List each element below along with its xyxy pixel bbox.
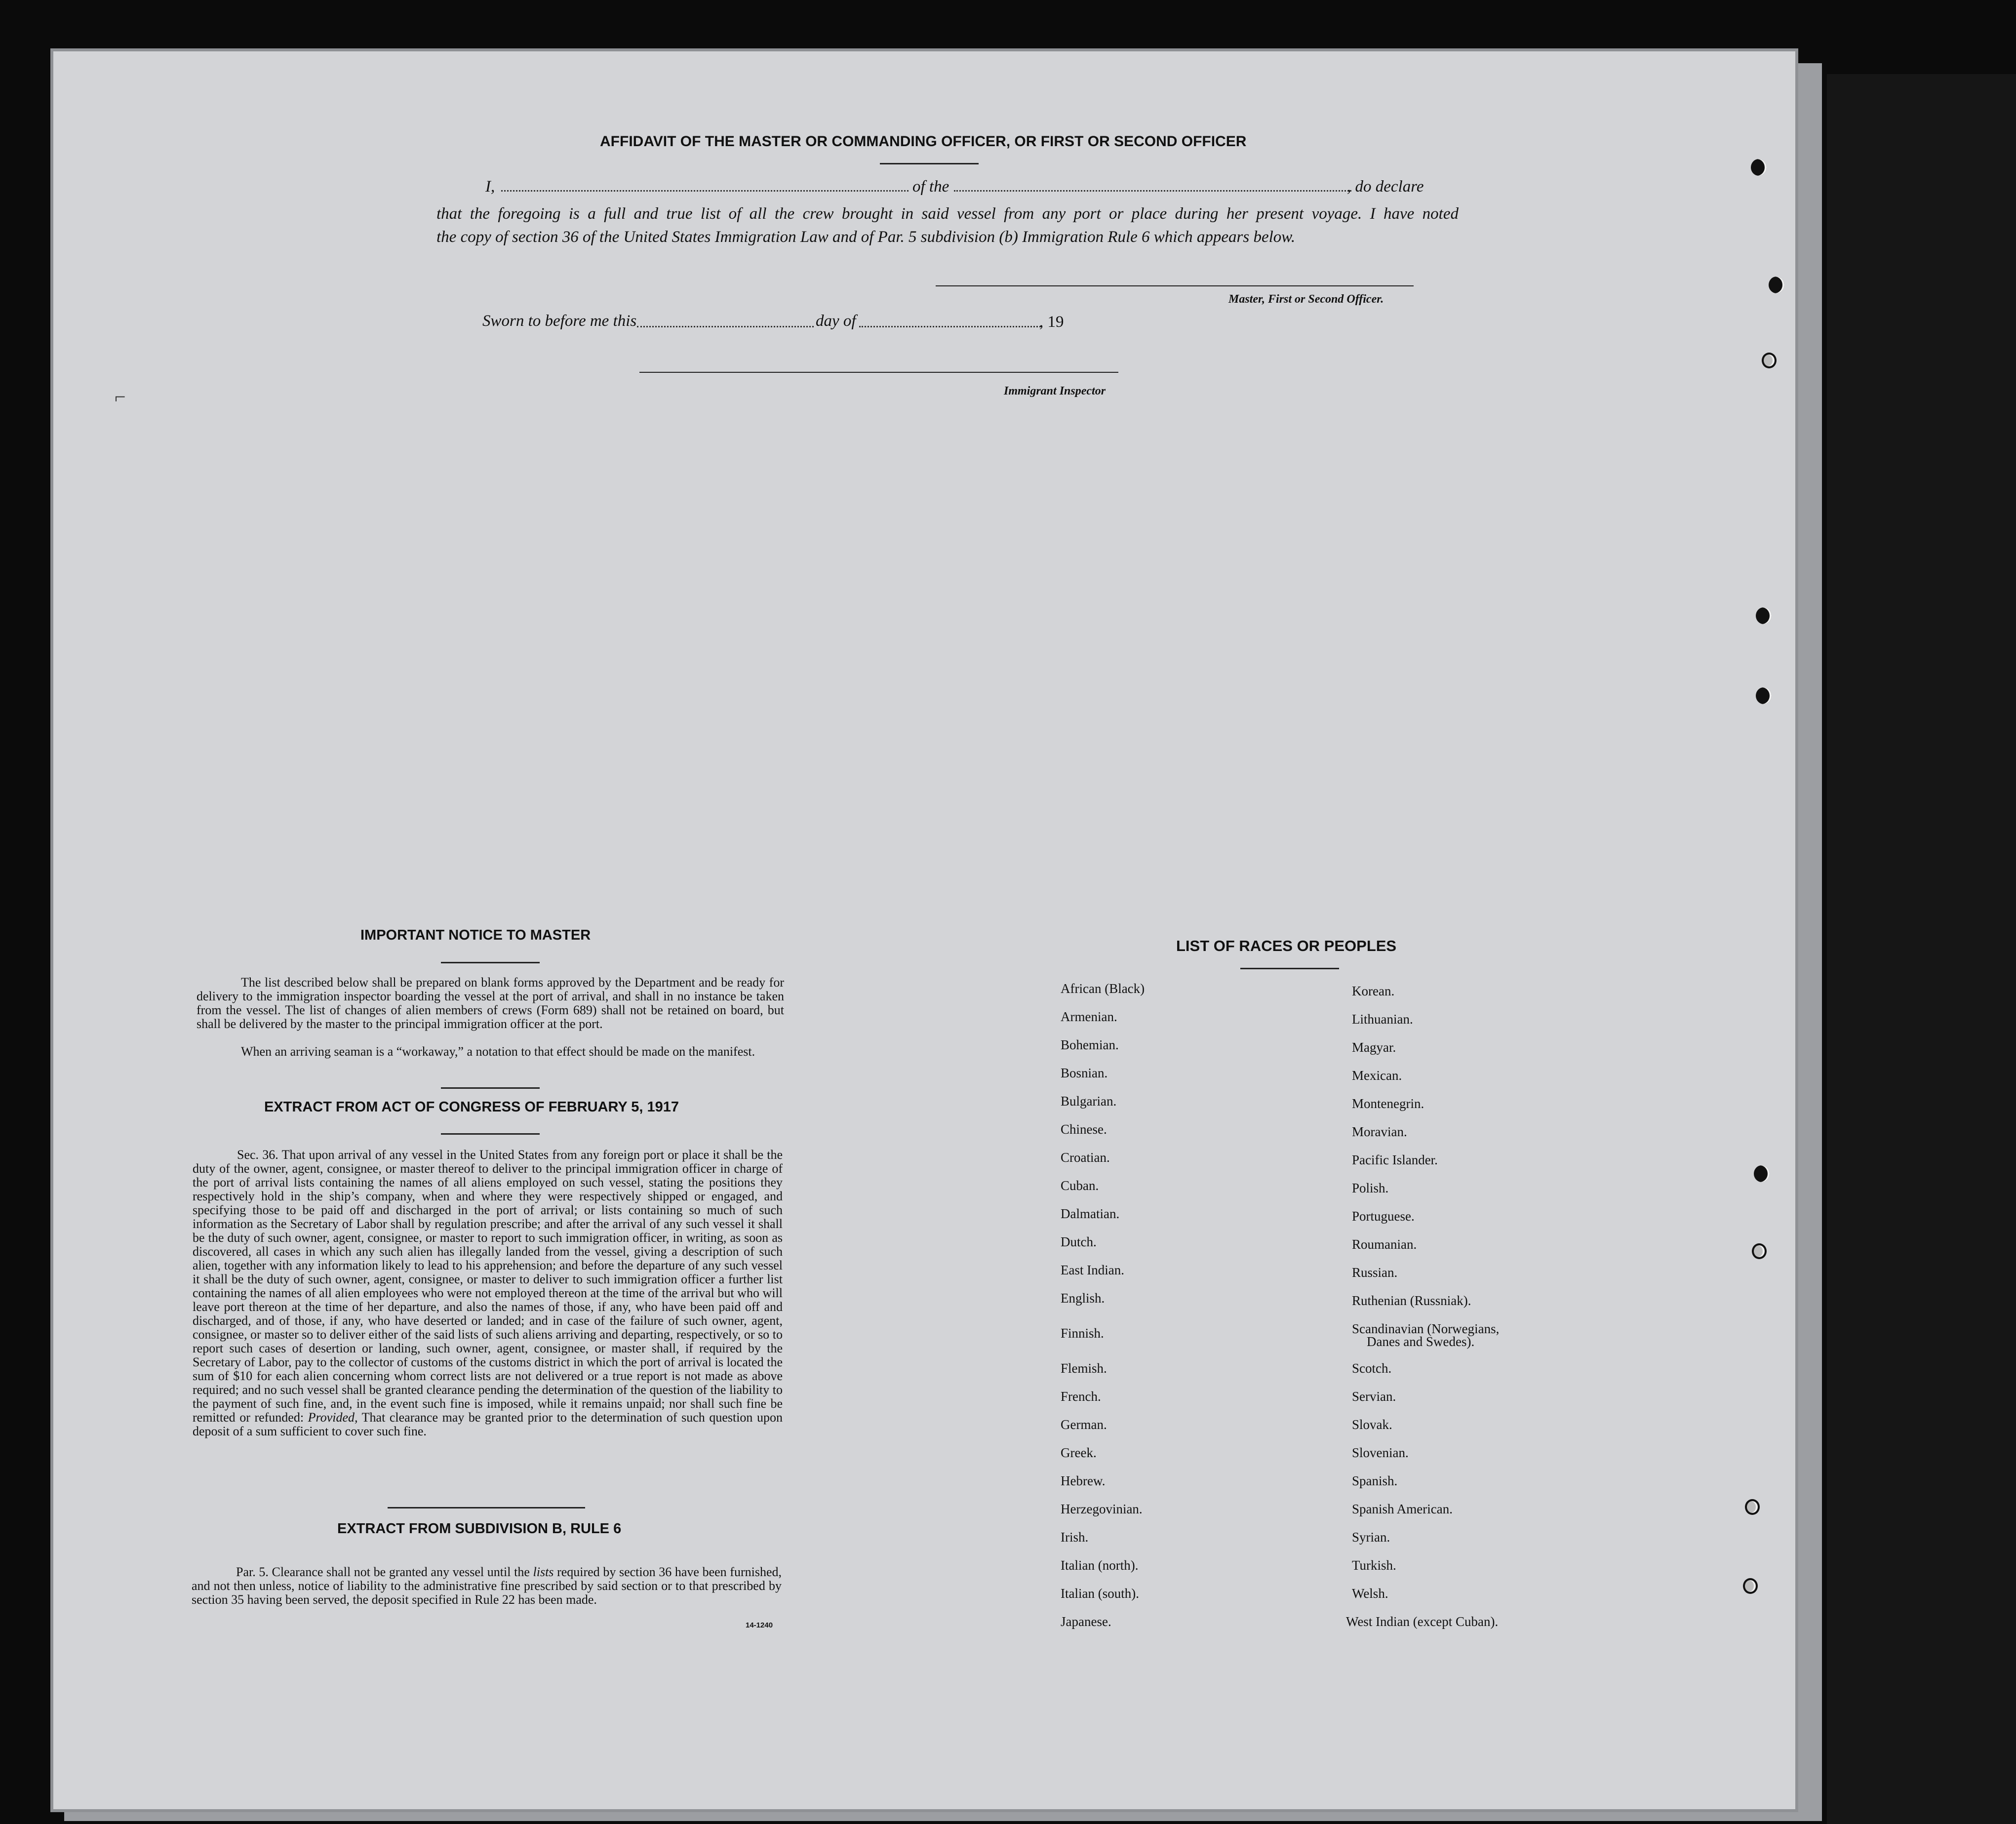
punch-hole-icon: [1743, 1578, 1758, 1594]
affidavit-line-2: that the foregoing is a full and true list of all the crew brought in said vessel from any port or place during her present voyage. I have noted: [436, 205, 1459, 223]
section-36-text-end: That clearance may be granted prior to the determination of such question upon deposit of a sum sufficient to cover such fine.: [193, 1410, 783, 1438]
par5-lead: Par. 5. Clearance shall not be granted any vessel until the: [236, 1565, 530, 1579]
extract-rule-title: EXTRACT FROM SUBDIVISION B, RULE 6: [337, 1521, 622, 1537]
year-label: , 19: [1039, 313, 1064, 331]
extract-act-underline: [441, 1133, 540, 1135]
provided-label: Provided,: [308, 1410, 358, 1425]
punch-hole-icon: [1751, 159, 1767, 176]
race-item: Korean.: [1352, 984, 1395, 998]
inspector-signature-caption: Immigrant Inspector: [1004, 385, 1106, 397]
extract-act-divider: [388, 1507, 585, 1508]
race-item: Finnish.: [1061, 1326, 1104, 1341]
punch-hole-icon: [1756, 687, 1772, 704]
notice-title: IMPORTANT NOTICE TO MASTER: [360, 927, 591, 943]
race-item: African (Black): [1061, 981, 1145, 996]
notice-paragraph-2: When an arriving seaman is a “workaway,” a notation to that effect should be made on the manifest.: [241, 1044, 755, 1059]
races-title: LIST OF RACES OR PEOPLES: [1176, 937, 1397, 954]
race-item: Moravian.: [1352, 1124, 1407, 1139]
race-item: Irish.: [1061, 1530, 1089, 1545]
affidavit-line-3: the copy of section 36 of the United States Immigration Law and of Par. 5 subdivision (b) Immigration Rule 6 which appears below.: [436, 228, 1296, 246]
scan-background: [1827, 74, 2016, 1824]
race-item: Dalmatian.: [1061, 1206, 1120, 1221]
race-item: Bohemian.: [1061, 1037, 1119, 1052]
race-item: Spanish American.: [1352, 1502, 1453, 1516]
affidavit-i-label: I,: [485, 178, 495, 196]
punch-hole-icon: [1745, 1499, 1760, 1515]
race-item: Bulgarian.: [1061, 1094, 1117, 1109]
name-blank-line[interactable]: [501, 190, 909, 192]
race-item: Magyar.: [1352, 1040, 1396, 1055]
affidavit-declare-label: , do declare: [1347, 178, 1424, 196]
race-item: Welsh.: [1352, 1586, 1388, 1601]
race-item: Montenegrin.: [1352, 1096, 1424, 1111]
race-item: Armenian.: [1061, 1009, 1117, 1024]
extract-act-title: EXTRACT FROM ACT OF CONGRESS OF FEBRUARY 5, 1917: [264, 1099, 679, 1115]
race-item: French.: [1061, 1389, 1101, 1404]
race-item: Mexican.: [1352, 1068, 1402, 1083]
race-item: Japanese.: [1061, 1614, 1111, 1629]
race-item: Syrian.: [1352, 1530, 1390, 1545]
race-item: Greek.: [1061, 1445, 1097, 1460]
race-item: Italian (north).: [1061, 1558, 1139, 1573]
race-item: Pacific Islander.: [1352, 1152, 1438, 1167]
race-item: German.: [1061, 1417, 1107, 1432]
race-item: Hebrew.: [1061, 1473, 1106, 1488]
race-item: Ruthenian (Russniak).: [1352, 1293, 1471, 1308]
punch-hole-icon: [1756, 607, 1772, 624]
race-item: English.: [1061, 1291, 1105, 1306]
race-item: Turkish.: [1352, 1558, 1396, 1573]
sworn-day-blank[interactable]: [637, 326, 814, 327]
extract-act-body: [193, 1148, 783, 1438]
race-item: East Indian.: [1061, 1263, 1124, 1277]
master-signature-caption: Master, First or Second Officer.: [1228, 293, 1384, 306]
race-item: Russian.: [1352, 1265, 1398, 1280]
day-of-label: day of: [816, 312, 856, 330]
sworn-month-blank[interactable]: [859, 326, 1041, 327]
affidavit-title: AFFIDAVIT OF THE MASTER OR COMMANDING OFFICER, OR FIRST OR SECOND OFFICER: [600, 133, 1247, 150]
punch-hole-icon: [1752, 1243, 1767, 1259]
punch-hole-icon: [1762, 353, 1777, 368]
race-item: Spanish.: [1352, 1473, 1398, 1488]
master-signature-line[interactable]: [936, 285, 1414, 286]
race-item: Scotch.: [1352, 1361, 1392, 1376]
race-item: Roumanian.: [1352, 1237, 1417, 1252]
race-item-scandinavian-cont: Danes and Swedes).: [1367, 1334, 1475, 1349]
inspector-signature-line[interactable]: [639, 372, 1118, 373]
title-underline: [880, 163, 979, 164]
punch-hole-icon: [1769, 277, 1784, 293]
sworn-label: Sworn to before me this: [482, 312, 637, 330]
punch-hole-icon: [1754, 1165, 1770, 1182]
race-item: Lithuanian.: [1352, 1012, 1413, 1027]
notice-underline: [441, 962, 540, 963]
notice-paragraph-1: The list described below shall be prepared on blank forms approved by the Department and be ready for delivery to the immigration inspector boarding the vessel at the port of arrival, and shall in no instance be taken from the vessel. The list of changes of alien members of crews (Form 689) shall not be retained on board, but shall be delivered by the master to the principal immigration officer at the port.: [197, 975, 784, 1031]
race-item: Portuguese.: [1352, 1209, 1415, 1224]
race-item: Slovak.: [1352, 1417, 1392, 1432]
race-item: Polish.: [1352, 1181, 1389, 1195]
race-item: Cuban.: [1061, 1178, 1099, 1193]
race-item: Servian.: [1352, 1389, 1396, 1404]
extract-rule-body: [192, 1565, 782, 1607]
race-item: Herzegovinian.: [1061, 1502, 1143, 1516]
race-item: Dutch.: [1061, 1234, 1097, 1249]
races-underline: [1240, 968, 1339, 969]
race-item: Bosnian.: [1061, 1066, 1108, 1080]
race-item: Italian (south).: [1061, 1586, 1139, 1601]
margin-mark: ⌐: [115, 386, 126, 408]
section-36-text: That upon arrival of any vessel in the United States from any foreign port or place it shall be the duty of the owner, agent, consignee, or master thereof to deliver to the principal immigration officer in charge of the port of arrival lists containing the names of all aliens employed on such vessel, stating the positions they respectively hold in the ship’s company, when and where they were respectively shipped or engaged, and specifying those to be paid off and discharged in the port of arrival; or lists containing so much of such information as the Secretary of Labor shall by regulation prescribe; and after the arrival of any such vessel it shall be the duty of such owner, agent, consignee, or master to report to such immigration officer, in writing, as soon as discovered, all cases in which any such alien has illegally landed from the vessel, giving a description of such alien, together with any information likely to lead to his apprehension; and before the departure of any such vessel it shall be the duty of such owner, agent, consignee, or master to deliver to such immigration officer a further list containing the names of all alien employees who were not employed thereon at the time of the arrival but who will leave port thereon at the time of her departure, and also the names of those, if any, who have been paid off and discharged, and of those, if any, who have deserted or landed; and in case of the failure of such owner, agent, consignee, or master so to deliver either of the said lists of such aliens arriving and departing, respectively, or so to report such cases of desertion or landing, such owner, agent, consignee, or master shall, if required by the Secretary of Labor, pay to the collector of customs of the customs district in which the port of arrival is located the sum of $10 for each alien concerning whom correct lists are not delivered or a true report is not made as above required; and no such vessel shall be granted clearance pending the determination of the question of the liability to the payment of such fine, and, in the event such fine is imposed, while it remains unpaid; nor shall such fine be remitted or refunded:: [193, 1148, 783, 1425]
document-page: [53, 51, 1795, 1809]
race-item: West Indian (except Cuban).: [1346, 1614, 1499, 1629]
race-item: Flemish.: [1061, 1361, 1107, 1376]
affidavit-of-the-label: of the: [912, 178, 949, 196]
vessel-blank-line[interactable]: [954, 190, 1351, 192]
section-36-label: Sec. 36.: [237, 1148, 278, 1162]
race-item: Scandinavian (Norwegians,: [1352, 1321, 1500, 1336]
race-item: Croatian.: [1061, 1150, 1110, 1165]
race-item: Chinese.: [1061, 1122, 1107, 1137]
par5-text: required by section 36 have been furnished, and not then unless, notice of liability to the administrative fine prescribed by said section or to that prescribed by section 35 having been served, the deposit specified in Rule 22 has been made.: [192, 1565, 782, 1607]
race-item: Slovenian.: [1352, 1445, 1409, 1460]
form-number: 14-1240: [746, 1621, 773, 1629]
notice-divider: [441, 1087, 540, 1089]
lists-word: lists: [533, 1565, 554, 1579]
